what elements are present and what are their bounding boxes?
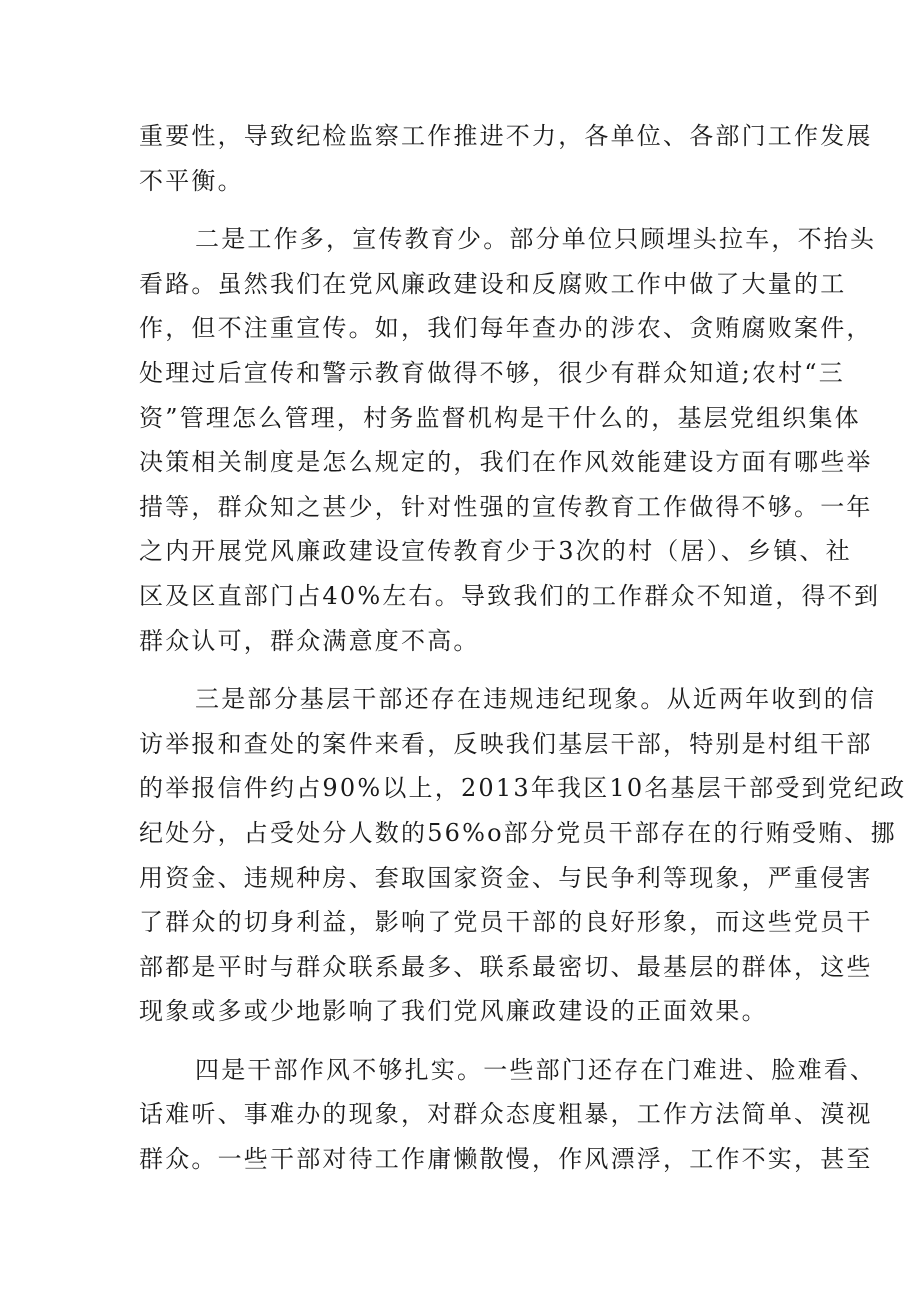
text-line: 作，但不注重宣传。如，我们每年查办的涉农、贪贿腐败案件， [139,314,873,343]
text-line: 三是部分基层干部还存在违规违纪现象。从近两年收到的信 [195,685,877,714]
paragraph-3 [139,677,907,1034]
text-line: 之内开展党风廉政建设宣传教育少于3次的村（居）、乡镇、社 [139,537,852,566]
text-line: 区及区直部门占40%左右。导致我们的工作群众不知道，得不到 [139,581,881,610]
text-line: 四是干部作风不够扎实。一些部门还存在门难进、脸难看、 [195,1055,877,1084]
paragraph-2 [139,217,881,663]
text-line: 处理过后宣传和警示教育做得不够，很少有群众知道;农村“三 [139,358,845,387]
paragraph-gap [139,203,789,217]
text-line: 了群众的切身利益，影响了党员干部的良好形象，而这些党员干 [139,908,873,937]
document-body [139,114,907,1182]
text-line: 不平衡。 [139,166,244,195]
text-line: 看路。虽然我们在党风廉政建设和反腐败工作中做了大量的工 [139,269,847,298]
text-line: 决策相关制度是怎么规定的，我们在作风效能建设方面有哪些举 [139,448,873,477]
text-line: 现象或多或少地影响了我们党风廉政建设的正面效果。 [139,997,768,1026]
text-line: 资”管理怎么管理，村务监督机构是干什么的，基层党组织集体 [139,403,861,432]
paragraph-4 [139,1048,877,1182]
paragraph-1 [139,114,873,203]
text-line: 群众认可，群众满意度不高。 [139,626,480,655]
paragraph-gap [139,1034,789,1048]
text-line: 的举报信件约占90%以上，2013年我区10名基层干部受到党纪政 [139,774,907,803]
text-line: 纪处分，占受处分人数的56%o部分党员干部存在的行贿受贿、挪 [139,818,897,847]
text-line: 群众。一些干部对待工作庸懒散慢，作风漂浮，工作不实，甚至 [139,1145,873,1174]
paragraph-gap [139,663,789,677]
text-line: 重要性，导致纪检监察工作推进不力，各单位、各部门工作发展 [139,122,873,150]
text-line: 二是工作多，宣传教育少。部分单位只顾埋头拉车，不抬头 [195,225,877,254]
text-line: 部都是平时与群众联系最多、联系最密切、最基层的群体，这些 [139,952,873,981]
text-line: 用资金、违规种房、套取国家资金、与民争利等现象，严重侵害 [139,863,873,892]
text-line: 访举报和查处的案件来看，反映我们基层干部，特别是村组干部 [139,729,873,758]
text-line: 话难听、事难办的现象，对群众态度粗暴，工作方法简单、漠视 [139,1100,873,1129]
text-line: 措等，群众知之甚少，针对性强的宣传教育工作做得不够。一年 [139,492,873,521]
